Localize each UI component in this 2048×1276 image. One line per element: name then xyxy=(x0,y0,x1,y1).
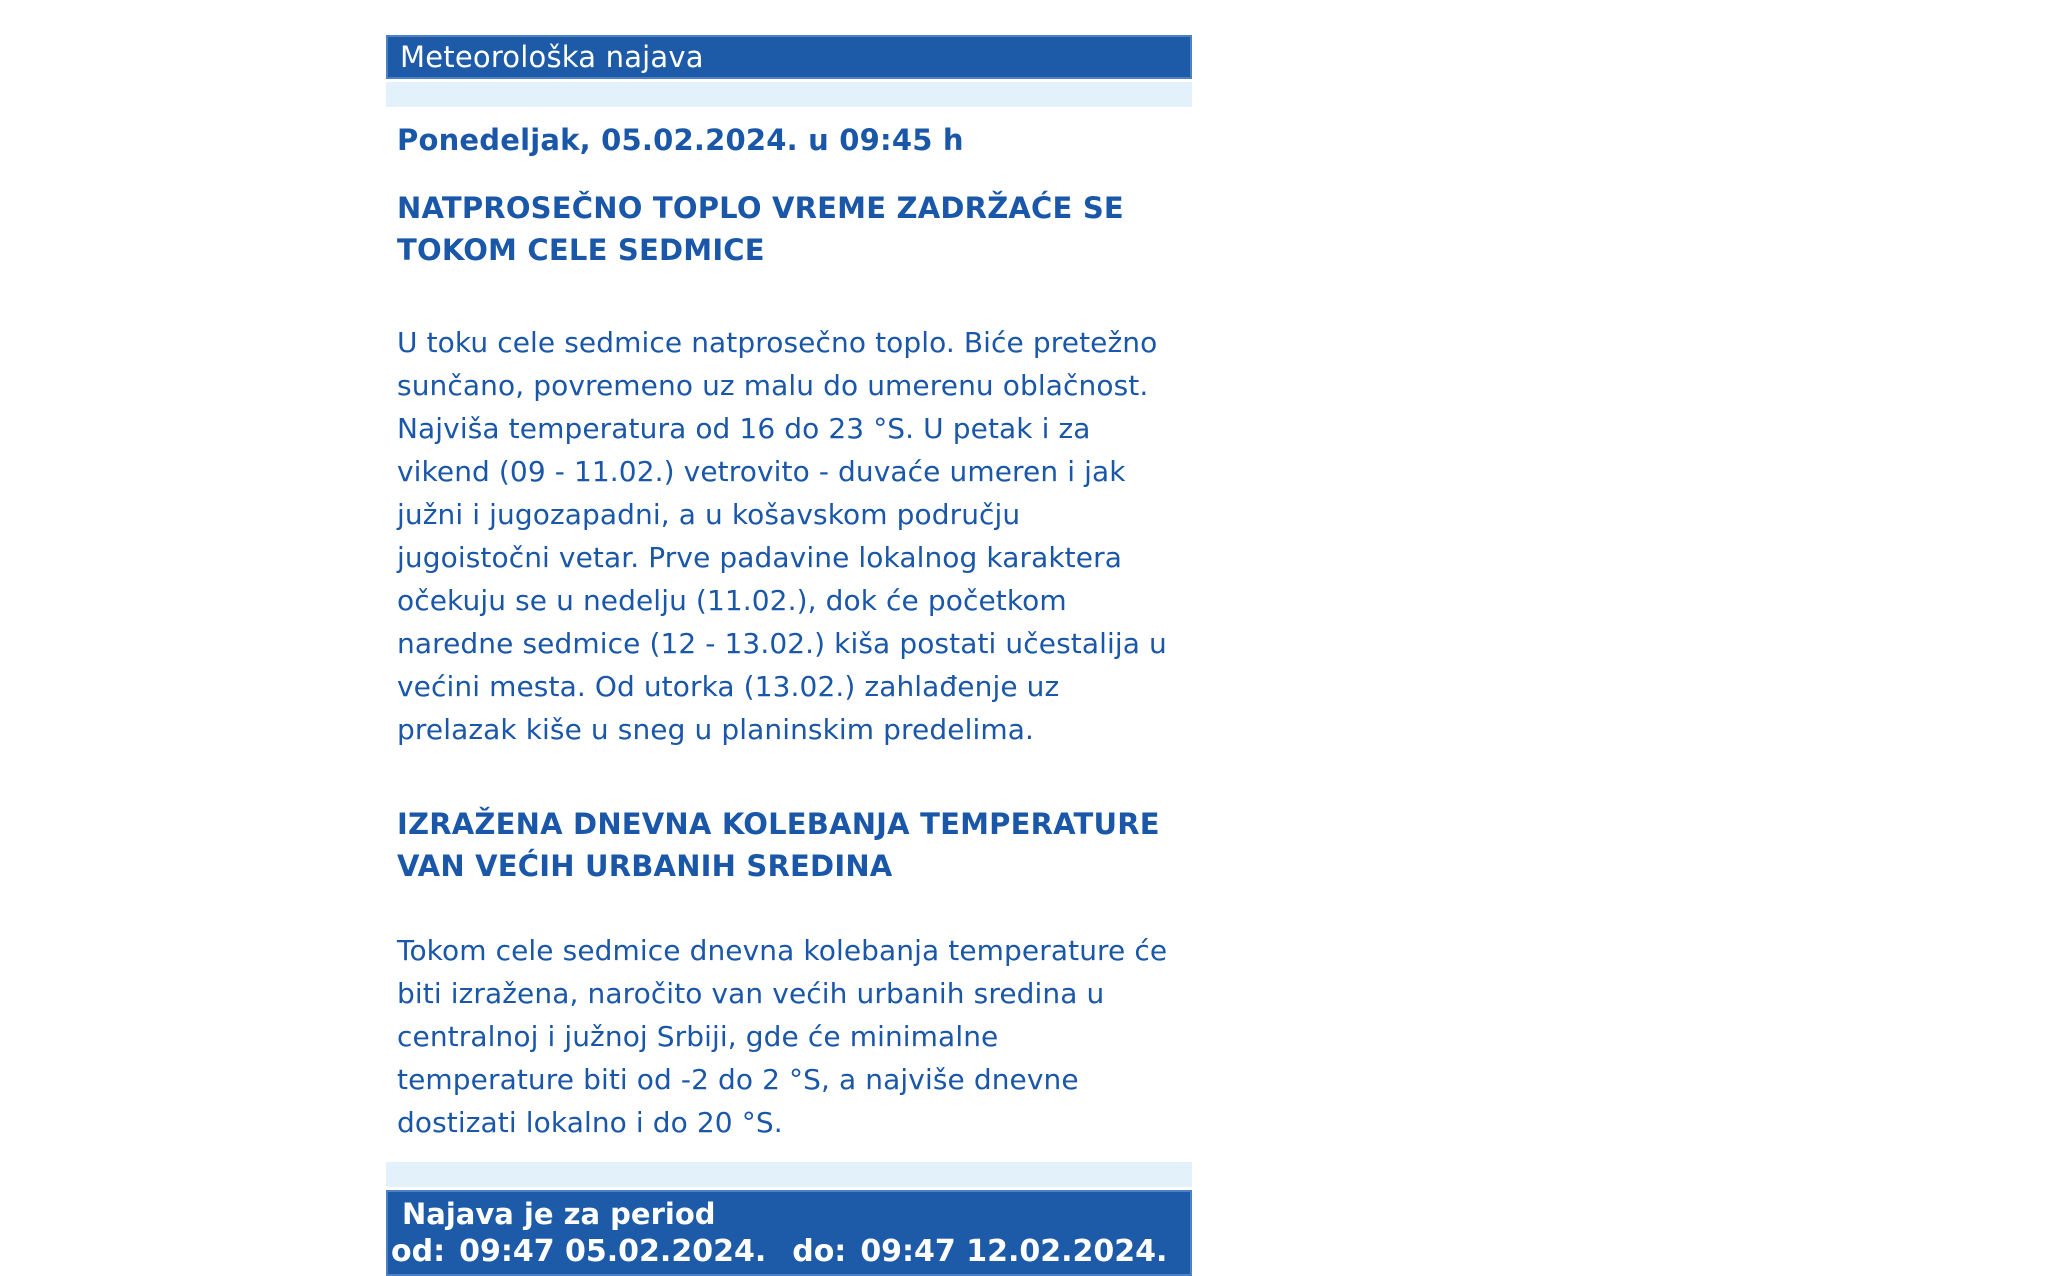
validity-period-bar xyxy=(386,1190,1192,1276)
period-from-label: od: xyxy=(391,1234,446,1269)
period-to-value: 09:47 12.02.2024. xyxy=(860,1234,1168,1269)
period-from-value: 09:47 05.02.2024. xyxy=(459,1234,767,1269)
period-to-label: do: xyxy=(792,1234,847,1269)
footer-accent-strip xyxy=(386,1162,1192,1187)
section-heading-warm-week: NATPROSEČNO TOPLO VREME ZADRŽAĆE SE TOKOM CELE SEDMICE xyxy=(397,191,1124,267)
bulletin-content xyxy=(386,123,1192,1144)
issued-datetime: Ponedeljak, 05.02.2024. u 09:45 h xyxy=(397,123,964,157)
validity-period-title: Najava je za period xyxy=(402,1197,716,1231)
section-body-warm-week: U toku cele sedmice natprosečno toplo. Biće pretežno sunčano, povremeno uz malu do umerenu oblačnost. Najviša temperatura od 16 do 23 °S. U petak i za vikend (09 - 11.02.) vetrovito - duvaće umeren i jak južni i jugozapadni, a u košavskom području jugoistočni vetar. Prve padavine lokalnog karaktera očekuju se u nedelju (11.02.), dok će početkom naredne sedmice (12 - 13.02.) kiša postati učestalija u većini mesta. Od utorka (13.02.) zahlađenje uz prelazak kiše u sneg u planinskim predelima. xyxy=(397,326,1167,746)
validity-period-range xyxy=(388,1233,1190,1271)
header-accent-strip xyxy=(386,82,1192,107)
section-heading-daily-variation: IZRAŽENA DNEVNA KOLEBANJA TEMPERATURE VAN VEĆIH URBANIH SREDINA xyxy=(397,807,1160,883)
page-title-bar xyxy=(386,35,1192,79)
section-body-daily-variation: Tokom cele sedmice dnevna kolebanja temperature će biti izražena, naročito van većih urbanih sredina u centralnoj i južnoj Srbiji, gde će minimalne temperature biti od -2 do 2 °S, a najviše dnevne dostizati lokalno i do 20 °S. xyxy=(397,934,1168,1139)
page-title: Meteorološka najava xyxy=(400,40,704,74)
bulletin-page xyxy=(386,35,1192,1276)
